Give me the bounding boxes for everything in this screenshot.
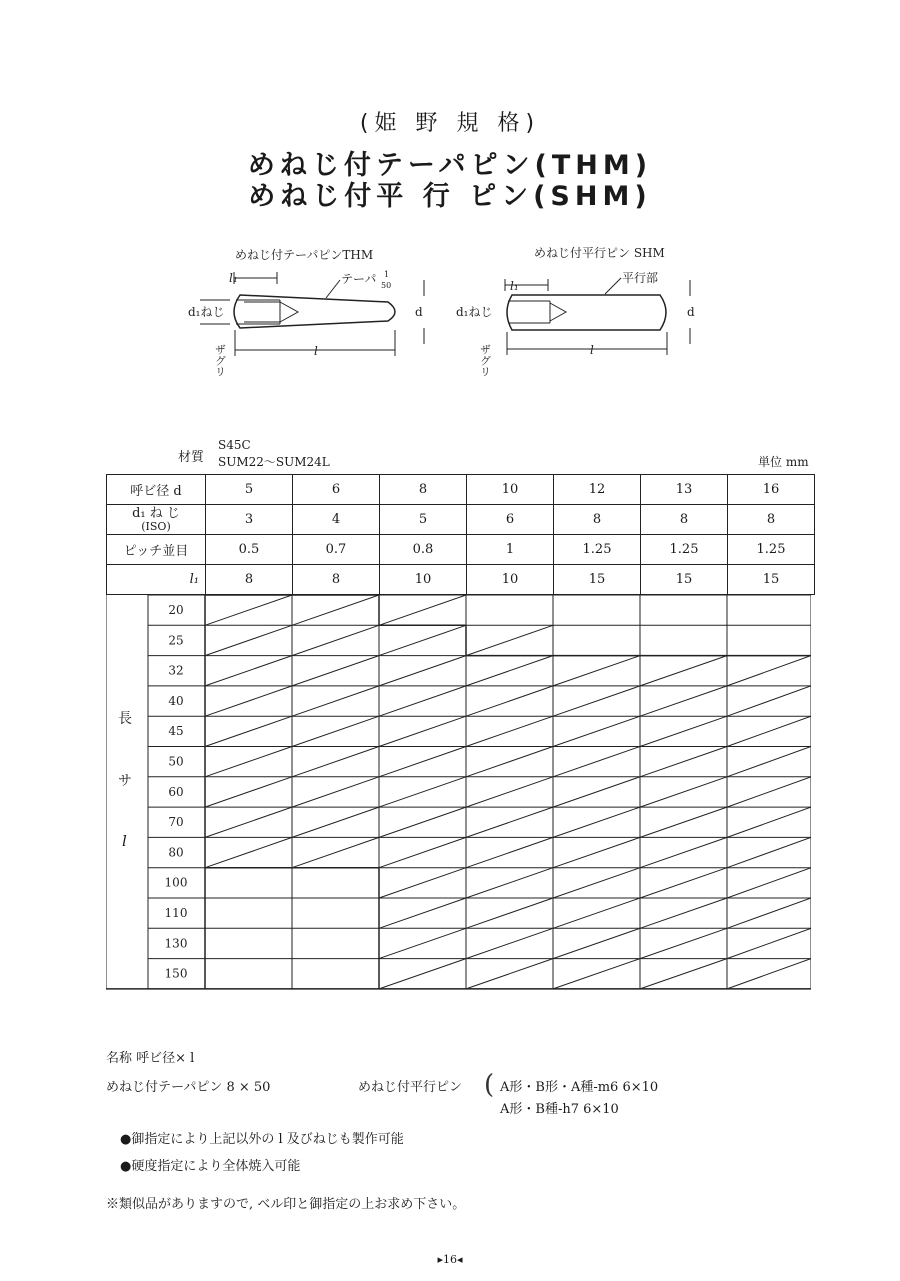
left-d1-label: d₁ねじ [188,305,225,319]
grid-line [205,656,292,686]
length-label-sa: サ [118,773,132,789]
right-diagram-caption: めねじ付平行ピン SHM [534,246,665,260]
row-l1 [107,565,815,595]
taper-num: 1 [384,270,390,279]
grid-line [466,747,553,777]
thread-cell: 5 [380,505,467,535]
grid-line [379,716,466,746]
pitch-cell: 1.25 [554,535,641,565]
grid-line [553,807,640,837]
nominal-cell: 12 [554,475,641,505]
grid-line [466,716,553,746]
grid-line [640,898,727,928]
footnote: ※類似品がありますので, ベル印と御指定の上お求め下さい。 [106,1197,466,1212]
pitch-cell: 1.25 [728,535,815,565]
grid-line [640,777,727,807]
parallel-label: 平行部 [622,271,659,285]
thread-cell: 8 [728,505,815,535]
l1-cell: 8 [293,565,380,595]
title-taper-pin: めねじ付テーパピン(THM) [247,150,653,181]
unit-label: 単位 mm [758,455,809,469]
grid-line [640,868,727,898]
grid-line [553,777,640,807]
material-sum: SUM22～SUM24L [218,455,330,469]
grid-line [640,837,727,867]
grid-line [379,807,466,837]
grid-line [727,716,811,746]
l1-cell: 15 [554,565,641,595]
grid-line [379,656,466,686]
taper-label: テーパ [341,272,377,286]
l1-cell: 15 [641,565,728,595]
note-bullet-1: ●御指定により上記以外の l 及びねじも製作可能 [120,1132,404,1147]
pitch-cell: 1.25 [641,535,728,565]
example-parallel-2: A形・B種-h7 6×10 [500,1102,619,1117]
row-nominal [107,475,815,505]
brace: ( [484,1070,495,1100]
grid-line [379,595,466,625]
length-label-l: l [122,832,127,850]
grid-line [205,595,292,625]
grid-line [292,686,379,716]
grid-line [727,928,811,958]
material-s45c: S45C [218,438,251,452]
nominal-cell: 16 [728,475,815,505]
grid-line [640,716,727,746]
l1-label: l₁ [107,565,206,595]
grid-line [379,686,466,716]
grid-line [553,716,640,746]
nominal-cell: 6 [293,475,380,505]
example-parallel-1: A形・B形・A種-m6 6×10 [500,1080,659,1095]
grid-line [205,716,292,746]
length-value: 50 [168,754,184,769]
grid-line [379,625,466,655]
material-label: 材質 [178,450,205,465]
thread-cell: 4 [293,505,380,535]
grid-line [727,807,811,837]
grid-line [727,837,811,867]
note-bullet-2: ●硬度指定により全体焼入可能 [120,1159,301,1174]
length-value: 130 [164,936,188,951]
length-value: 32 [168,663,184,678]
thread-label-top: d₁ ね じ [132,505,180,521]
grid-line [379,777,466,807]
grid-line [292,625,379,655]
left-zaguri: ザグリ [213,344,227,377]
length-grid [106,595,811,991]
thread-cell: 8 [554,505,641,535]
length-value: 45 [168,724,184,739]
left-l-label: l [314,344,318,358]
pitch-cell: 0.8 [380,535,467,565]
l1-cell: 15 [728,565,815,595]
right-l-label: l [590,343,594,357]
l1-cell: 8 [206,565,293,595]
grid-line [640,959,727,989]
grid-line [466,868,553,898]
right-zaguri: ザグリ [478,344,492,377]
grid-line [727,777,811,807]
grid-line [292,716,379,746]
pitch-cell: 1 [467,535,554,565]
nominal-cell: 5 [206,475,293,505]
grid-line [553,686,640,716]
thread-cell: 6 [467,505,554,535]
grid-line [727,959,811,989]
grid-line [466,686,553,716]
grid-line [292,595,379,625]
grid-line [379,747,466,777]
grid-line [205,837,292,867]
example-parallel-label: めねじ付平行ピン [358,1080,463,1095]
grid-line [466,807,553,837]
grid-line [466,625,553,655]
grid-line [727,868,811,898]
grid-line [292,656,379,686]
grid-line [466,777,553,807]
grid-line [640,656,727,686]
length-value: 25 [168,633,184,648]
thread-cell: 8 [641,505,728,535]
row-pitch [107,535,815,565]
grid-line [727,656,811,686]
grid-line [466,656,553,686]
grid-line [379,959,466,989]
l1-cell: 10 [467,565,554,595]
grid-line [553,747,640,777]
length-value: 80 [168,845,184,860]
grid-line [466,898,553,928]
grid-line [640,686,727,716]
pitch-cell: 0.7 [293,535,380,565]
grid-line [727,898,811,928]
length-value: 150 [164,966,188,981]
spec-table [106,474,815,595]
grid-line [640,928,727,958]
grid-line [727,686,811,716]
length-label-naga: 長 [118,711,132,727]
grid-line [640,807,727,837]
length-value: 40 [168,693,184,708]
title-parallel-pin: めねじ付平 行 ピン(SHM) [248,181,652,212]
grid-line [292,807,379,837]
pin-diagrams [180,238,740,388]
left-l1-label: l₁ [229,271,238,285]
nominal-cell: 10 [467,475,554,505]
left-d-label: d [415,305,423,319]
length-value: 60 [168,784,184,799]
grid-line [727,747,811,777]
grid-line [205,747,292,777]
right-d1-label: d₁ねじ [456,305,493,319]
grid-line [466,959,553,989]
brand-heading: (姫 野 規 格) [359,111,541,136]
grid-line [379,928,466,958]
grid-line [205,686,292,716]
thread-label [107,505,206,535]
thread-label-bottom: (ISO) [141,519,171,533]
grid-line [553,837,640,867]
grid-line [553,928,640,958]
nominal-cell: 13 [641,475,728,505]
grid-line [292,747,379,777]
taper-den: 50 [381,281,392,290]
grid-line [205,777,292,807]
pitch-label: ピッチ並目 [107,535,206,565]
nominal-label: 呼ビ径 d [107,475,206,505]
grid-line [205,807,292,837]
grid-line [205,625,292,655]
grid-line [466,928,553,958]
pitch-cell: 0.5 [206,535,293,565]
grid-line [379,868,466,898]
thread-cell: 3 [206,505,293,535]
length-value: 70 [168,815,184,830]
name-format: 名称 呼ビ径× l [106,1051,195,1066]
grid-line [640,747,727,777]
grid-line [553,898,640,928]
length-value: 100 [164,875,188,890]
right-d-label: d [687,305,695,319]
right-l1-label: l₁ [510,279,519,293]
left-diagram-caption: めねじ付テーパピンTHM [235,248,374,262]
grid-line [379,837,466,867]
grid-line [553,656,640,686]
grid-line [292,777,379,807]
nominal-cell: 8 [380,475,467,505]
grid-line [466,837,553,867]
page-number: ▸16◂ [437,1253,463,1266]
grid-line [379,898,466,928]
grid-line [292,837,379,867]
grid-line [553,868,640,898]
grid-line [553,959,640,989]
row-thread [107,505,815,535]
l1-cell: 10 [380,565,467,595]
example-taper: めねじ付テーパピン 8 × 50 [106,1080,271,1095]
length-value: 110 [164,906,188,920]
length-value: 20 [168,603,184,617]
